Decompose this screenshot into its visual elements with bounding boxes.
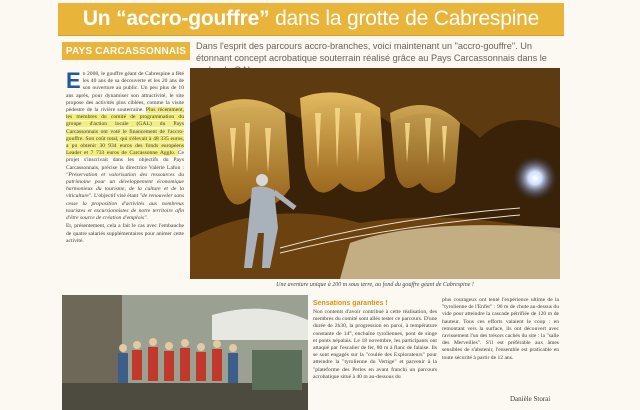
headline-band — [58, 3, 564, 36]
article-column-1 — [66, 71, 184, 295]
article-column-2 — [313, 300, 437, 406]
article-intro: Dans l'esprit des parcours accro-branches, voici maintenant un "accro-gouffre". Un étonnant concept acrobatique souterrain réalisé grâce au Pays Carcassonnais dans le — [196, 41, 547, 63]
highlighted-text: Plus récemment, les membres du comité de programmation du groupe d'action locale (GAL) du Pays Carcassonnais ont voté le financement de l'accro-gouffre. Son coût total, qui s'élevait à 48 335 euros, a pu obtenir 30 934 euros des fonds européens Leader et 7 733 euros de Carcassonne Agglo. — [66, 107, 184, 157]
group-photo — [62, 295, 308, 410]
body-text: L'objectif visé étant — [93, 193, 140, 200]
headline-quoted: Un “accro-gouffre” — [82, 7, 276, 30]
headline — [83, 7, 539, 31]
cave-illustration — [190, 68, 560, 279]
body-text: plus courageux ont tenté l'expérience ultime de la "tyrolienne de l'Enfer" : 90 m de chute au-dessus du vide pour atteindre la cascade pétrifiée de 120 m de hauteur. Tous ces efforts valaient le coup : en remontant vers la surface, ils ont découvert avec ravissement l'un des trésors cachés du site : la "salle des Merveilles". S'il est préférable aux âmes sensibles de s'abstenir, l'ensemble est praticable en toute sécurité à partir de 12 ans. — [442, 297, 559, 361]
drop-cap: E — [66, 71, 81, 93]
article-column-3 — [442, 297, 559, 391]
quote-text: "de renouveler sans cesse la proposition d'activités aux nombreux touristes et excursionnistes de notre territoire afin d'être source de création d'emplois". — [66, 193, 184, 222]
photo-caption: Une aventure unique à 200 m sous terre, au fond du gouffre géant de Cabrespine ! — [276, 282, 474, 288]
group-illustration — [62, 295, 308, 410]
headline-rest: dans la grotte de Cabrespine — [275, 7, 540, 30]
section-tag: PAYS CARCASSONNAIS — [62, 42, 190, 60]
author-signature: Danièle Storai — [510, 395, 551, 403]
subheading: Sensations garanties ! — [313, 300, 388, 307]
body-text: Ce projet s'inscrivait dans les objectifs du Pays Carcassonnais, précise la directrice Valérie Lafon : — [66, 150, 184, 171]
body-text: Et, présentement, cela a fait le cas avec l'embauche de quatre salariés supplémentaires pour animer cette activité. — [66, 223, 184, 244]
body-text: n 2008, le gouffre géant de Cabrespine a fêté les 40 ans de sa découverte et les 20 ans de son ouverture au public. Un peu plus de 10 ans après, pour dynamiser son attractivité, le site propose des activités plus ciblées, comme la visite pédestre de la rivière souterraine. — [66, 71, 184, 114]
body-text: Non contents d'avoir contribué à cette réalisation, des membres du comité sont allés tester ce parcours. D'une durée de 2h30, la progression en paroi, à température constante de 14°, enchaîne tyroliennes, pont de singe et ponts népalais. Le 18 novembre, les participants ont attaqué par l'escalier de fer, 80 m à flanc de falaise. Ils se sont engagés sur la "coulée des Explorateurs" pour atteindre la "tyrolienne du Vertige" et parvenir à la "plateforme des Perles en avant franchi un parcours acrobatique situé à 40 m au-dessous du — [313, 309, 437, 380]
quote-text: "Préservation et valorisation des ressources du patrimoine pour un développement économique harmonieux du tourisme, de la culture et de la viticulture". — [66, 171, 184, 200]
cave-photo — [190, 68, 560, 279]
